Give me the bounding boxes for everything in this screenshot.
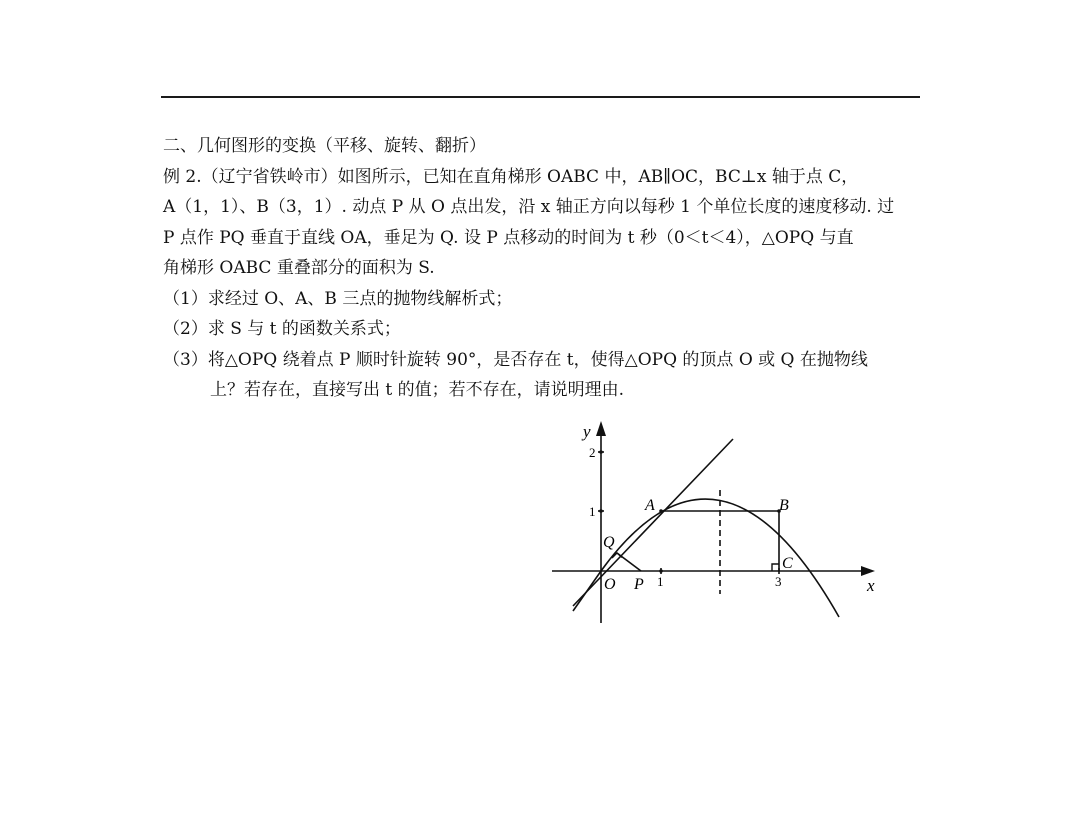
axis-label-y: y bbox=[583, 422, 591, 441]
tick-label-x3: 3 bbox=[775, 574, 782, 589]
question-2: （2）求 S 与 t 的函数关系式； bbox=[163, 319, 401, 339]
emphasis-char-2: 线 bbox=[318, 227, 336, 248]
label-a: A bbox=[645, 497, 655, 514]
header-rule bbox=[161, 96, 920, 98]
tick-label-x1: 1 bbox=[657, 574, 664, 589]
point-y2 bbox=[599, 450, 603, 454]
question-3: （3）将△OPQ 绕着点 P 顺时针旋转 90°，是否存在 t，使得△OPQ 的顶点 O 或 Q 在抛物线 bbox=[163, 349, 868, 370]
point-y1 bbox=[599, 509, 603, 513]
example-line-4: 角梯形 OABC 重叠部分的面积为 S. bbox=[163, 258, 435, 278]
example-line-3-start: P 点作 PQ 垂直于 bbox=[163, 227, 302, 248]
label-b: B bbox=[779, 497, 789, 514]
label-p: P bbox=[634, 576, 644, 593]
question-1: （1）求经过 O、A、B 三点的抛物线解析式； bbox=[163, 288, 513, 309]
problem-text bbox=[163, 131, 919, 406]
example-line-2: A（1，1）、B（3，1）. 动点 P 从 O 点出发，沿 x 轴正方向以每秒 1 个单位长度的速度移动. 过 bbox=[163, 197, 895, 217]
label-c: C bbox=[782, 555, 793, 572]
tick-label-y1: 1 bbox=[589, 504, 596, 519]
geometry-figure bbox=[545, 418, 885, 632]
label-o: O bbox=[604, 576, 616, 593]
point-x1 bbox=[659, 569, 663, 573]
y-axis-arrow bbox=[596, 421, 606, 436]
tick-label-y2: 2 bbox=[589, 445, 596, 460]
axis-label-x: x bbox=[867, 576, 875, 595]
figure-svg bbox=[545, 418, 885, 628]
emphasis-char-1: 直 bbox=[301, 227, 319, 248]
section-title: 二、几何图形的变换（平移、旋转、翻折） bbox=[163, 136, 486, 156]
point-a bbox=[659, 509, 663, 513]
example-line-3 bbox=[163, 223, 919, 254]
example-line-1: 例 2.（辽宁省铁岭市）如图所示，已知在直角梯形 OABC 中，AB∥OC，BC⊥x 轴于点 C， bbox=[163, 166, 859, 187]
line-oa bbox=[573, 439, 733, 606]
x-axis-arrow bbox=[861, 566, 875, 576]
right-angle-c bbox=[772, 564, 779, 571]
example-line-3-end: OA，垂足为 Q. 设 P 点移动的时间为 t 秒（0＜t＜4），△OPQ 与直 bbox=[335, 227, 854, 248]
label-q: Q bbox=[603, 534, 615, 551]
question-3-continued: 上？若存在，直接写出 t 的值；若不存在，请说明理由. bbox=[210, 380, 625, 400]
